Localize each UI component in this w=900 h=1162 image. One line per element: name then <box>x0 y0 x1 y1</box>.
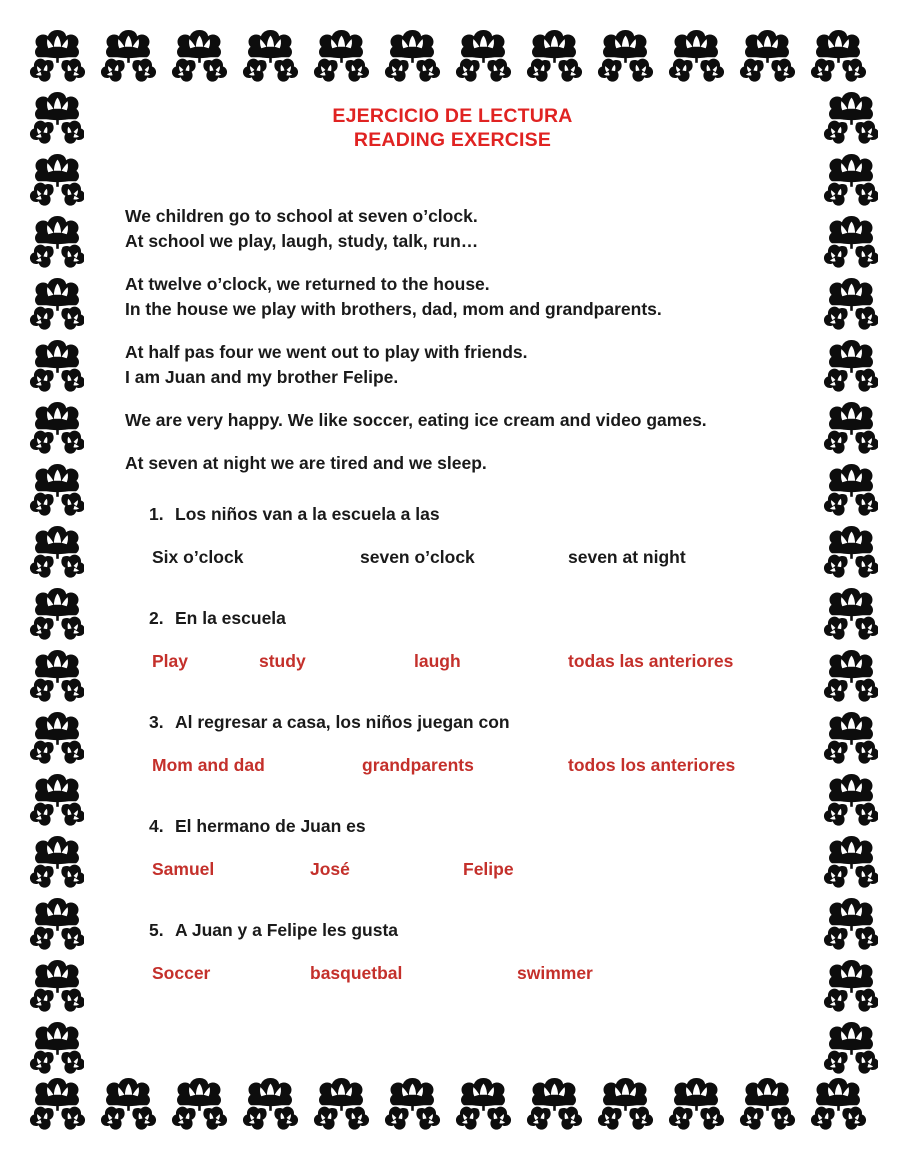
passage-paragraph: We are very happy. We like soccer, eating ice cream and video games. <box>125 410 707 430</box>
passage-paragraph: At twelve o’clock, we returned to the house. In the house we play with brothers, dad, mom and grandparents. <box>125 274 662 319</box>
question-number: 2. <box>149 608 164 628</box>
reading-passage <box>95 204 810 476</box>
answer-option-row <box>125 754 810 802</box>
answer-option[interactable]: grandparents <box>362 755 474 775</box>
answer-option[interactable]: laugh <box>414 651 461 671</box>
title-line-english: READING EXERCISE <box>353 129 552 151</box>
question-number: 4. <box>149 816 164 836</box>
answer-option-row <box>125 962 810 1010</box>
question-text: En la escuela <box>175 608 286 628</box>
answer-option-row <box>125 650 810 698</box>
answer-option[interactable]: Six o’clock <box>152 547 244 567</box>
question-number: 1. <box>149 504 164 524</box>
question-text: Al regresar a casa, los niños juegan con <box>175 712 510 732</box>
title-line-spanish: EJERCICIO DE LECTURA <box>332 105 573 127</box>
answer-option[interactable]: study <box>259 651 306 671</box>
question-text: A Juan y a Felipe les gusta <box>175 920 399 940</box>
answer-option-row <box>125 546 810 594</box>
answer-option[interactable]: basquetbal <box>310 963 403 983</box>
passage-paragraph: We children go to school at seven o’clock. At school we play, laugh, study, talk, run… <box>125 206 479 251</box>
question-list <box>95 502 810 1010</box>
border-left-floral <box>22 88 84 1074</box>
passage-paragraph: At seven at night we are tired and we sleep. <box>125 453 487 473</box>
answer-option[interactable]: Mom and dad <box>152 755 265 775</box>
question-text: Los niños van a la escuela a las <box>175 504 440 524</box>
question-number: 5. <box>149 920 164 940</box>
passage-paragraph: At half pas four we went out to play with friends. I am Juan and my brother Felipe. <box>125 342 528 387</box>
answer-option[interactable]: seven o’clock <box>360 547 475 567</box>
answer-option[interactable]: Soccer <box>152 963 211 983</box>
question-text: El hermano de Juan es <box>175 816 366 836</box>
question-prompt <box>149 502 810 527</box>
answer-option[interactable]: José <box>310 859 350 879</box>
answer-option[interactable]: Felipe <box>463 859 514 879</box>
border-right-floral <box>816 88 878 1074</box>
answer-option[interactable]: todos los anteriores <box>568 755 736 775</box>
answer-option[interactable]: swimmer <box>517 963 593 983</box>
border-top-floral <box>22 26 878 88</box>
question-block <box>125 710 810 802</box>
question-prompt <box>149 814 810 839</box>
question-block <box>125 918 810 1010</box>
border-bottom-floral <box>22 1074 878 1136</box>
answer-option[interactable]: todas las anteriores <box>568 651 734 671</box>
question-block <box>125 502 810 594</box>
worksheet-content <box>95 96 810 1056</box>
question-block <box>125 606 810 698</box>
answer-option-row <box>125 858 810 906</box>
question-block <box>125 814 810 906</box>
question-prompt <box>149 606 810 631</box>
question-number: 3. <box>149 712 164 732</box>
page-title <box>95 104 810 152</box>
question-prompt <box>149 710 810 735</box>
answer-option[interactable]: Play <box>152 651 188 671</box>
question-prompt <box>149 918 810 943</box>
answer-option[interactable]: seven at night <box>568 547 686 567</box>
answer-option[interactable]: Samuel <box>152 859 215 879</box>
